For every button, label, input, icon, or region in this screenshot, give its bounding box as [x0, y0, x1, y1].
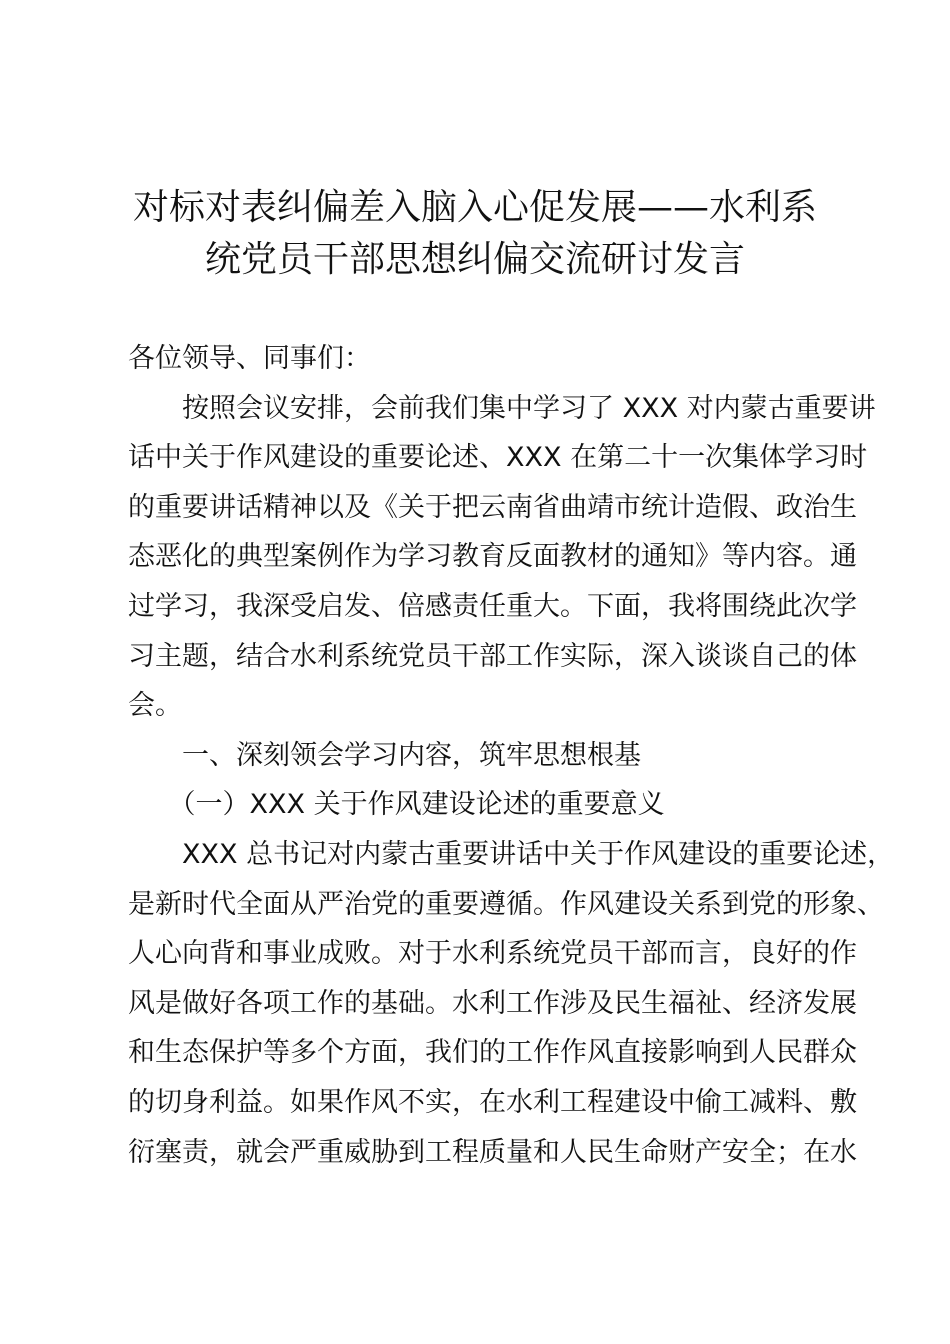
document-body	[128, 334, 895, 1177]
paragraph-line: 风是做好各项工作的基础。水利工作涉及民生福祉、经济发展	[128, 987, 857, 1019]
paragraph-line: 过学习，我深受启发、倍感责任重大。下面，我将围绕此次学	[128, 590, 857, 622]
paragraph-line: 会。	[128, 690, 182, 722]
title-line: 统党员干部思想纠偏交流研讨发言	[204, 239, 745, 280]
paragraph-line: 习主题，结合水利系统党员干部工作实际，深入谈谈自己的体	[128, 640, 857, 672]
paragraph-line: 的切身利益。如果作风不实，在水利工程建设中偷工减料、敷	[128, 1086, 857, 1118]
paragraph-line: 衍塞责，就会严重威胁到工程质量和人民生命财产安全；在水	[128, 1136, 857, 1168]
paragraph-line: 是新时代全面从严治党的重要遵循。作风建设关系到党的形象、	[128, 888, 884, 920]
document-title	[120, 182, 830, 286]
section-heading: 一、深刻领会学习内容，筑牢思想根基	[128, 739, 641, 771]
paragraph-line: XXX 总书记对内蒙古重要讲话中关于作风建设的重要论述，	[128, 838, 895, 870]
paragraph-line: 态恶化的典型案例作为学习教育反面教材的通知》等内容。通	[128, 541, 857, 573]
paragraph-line: 人心向背和事业成败。对于水利系统党员干部而言，良好的作	[128, 938, 857, 970]
title-line: 对标对表纠偏差入脑入心促发展——水利系	[132, 187, 817, 228]
paragraph-line: 的重要讲话精神以及《关于把云南省曲靖市统计造假、政治生	[128, 491, 857, 523]
greeting-line: 各位领导、同事们：	[128, 343, 371, 374]
paragraph-line: 和生态保护等多个方面，我们的工作作风直接影响到人民群众	[128, 1037, 857, 1069]
paragraph-line: 按照会议安排，会前我们集中学习了 XXX 对内蒙古重要讲	[128, 392, 876, 424]
subsection-heading: （一）XXX 关于作风建设论述的重要意义	[128, 789, 665, 821]
paragraph-line: 话中关于作风建设的重要论述、XXX 在第二十一次集体学习时	[128, 442, 868, 474]
